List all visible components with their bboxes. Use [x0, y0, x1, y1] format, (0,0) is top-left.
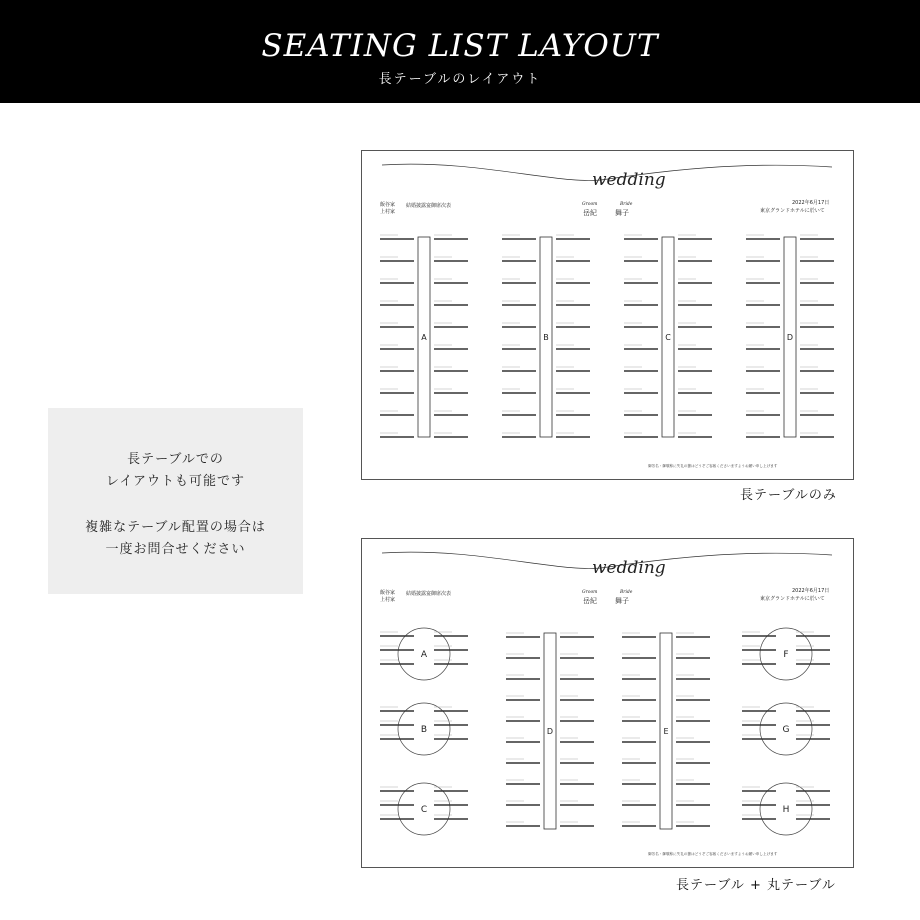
event-date: 2022年6月17日: [792, 200, 830, 206]
sheet2-table-d-label: D: [546, 727, 554, 736]
sheet1-table-c-label: C: [665, 333, 671, 342]
sheet2-table-c-label: C: [420, 805, 428, 815]
footer-note: 御芳名・御敬称に失礼の節はどうぞご容赦くださいますようお願い申し上げます: [648, 464, 778, 468]
sheet2-table-h-label: H: [782, 805, 790, 815]
sheet2-table-f-label: F: [783, 650, 789, 660]
header-banner: [0, 0, 920, 103]
bride-name: 舞子: [615, 209, 629, 217]
info-line-4: 一度お問合せください: [105, 542, 246, 557]
sheet1-tables: [380, 235, 834, 437]
family-names-4: 上村家: [380, 597, 396, 603]
seating-sheet-long-tables: [361, 150, 854, 480]
sheet2-drawing: [362, 539, 854, 868]
bride-label-2: Bride: [620, 590, 633, 595]
caption-long-tables: 長テーブルのみ: [740, 488, 837, 503]
sheet2-table-e-label: E: [663, 727, 669, 736]
sheet2-table-g-label: G: [782, 725, 790, 735]
family-names-2: 上村家: [380, 209, 396, 215]
groom-name-2: 岳紀: [583, 597, 597, 605]
sheet1-drawing: [362, 151, 854, 480]
venue-2: 東京グランドホテルに於いて: [760, 596, 825, 602]
bride-label: Bride: [620, 202, 633, 207]
caption-mixed-tables: 長テーブル + 丸テーブル: [676, 878, 836, 893]
footer-note-2: 御芳名・御敬称に失礼の節はどうぞご容赦くださいますようお願い申し上げます: [648, 852, 778, 856]
page-title: SEATING LIST LAYOUT: [261, 28, 659, 64]
groom-name: 岳紀: [583, 209, 597, 217]
page-subtitle: 長テーブルのレイアウト: [378, 72, 542, 87]
bride-name-2: 舞子: [615, 597, 629, 605]
seating-sheet-mixed-tables: [361, 538, 854, 868]
sheet2-table-a-label: A: [420, 650, 428, 660]
sheet2-table-b-label: B: [420, 725, 428, 735]
sheet1-table-a-label: A: [421, 333, 427, 342]
sheet1-table-b-label: B: [543, 333, 549, 342]
info-line-3: 複雑なテーブル配置の場合は: [85, 520, 266, 535]
info-box: [48, 408, 303, 594]
family-names-3: 飯谷家: [380, 590, 396, 596]
groom-label-2: Groom: [582, 590, 598, 595]
event-title: 結婚披露宴御席次表: [406, 203, 452, 209]
sheet1-table-d-label: D: [786, 333, 794, 342]
venue: 東京グランドホテルに於いて: [760, 208, 825, 214]
wedding-script-2: wedding: [592, 558, 666, 578]
info-line-2: レイアウトも可能です: [106, 474, 245, 489]
info-line-1: 長テーブルでの: [127, 452, 224, 467]
family-names: 飯谷家: [380, 202, 396, 208]
sheet2-tables: [380, 628, 830, 835]
event-date-2: 2022年6月17日: [792, 588, 830, 594]
wedding-script: wedding: [592, 170, 666, 190]
groom-label: Groom: [582, 202, 598, 207]
event-title-2: 結婚披露宴御席次表: [406, 591, 452, 597]
